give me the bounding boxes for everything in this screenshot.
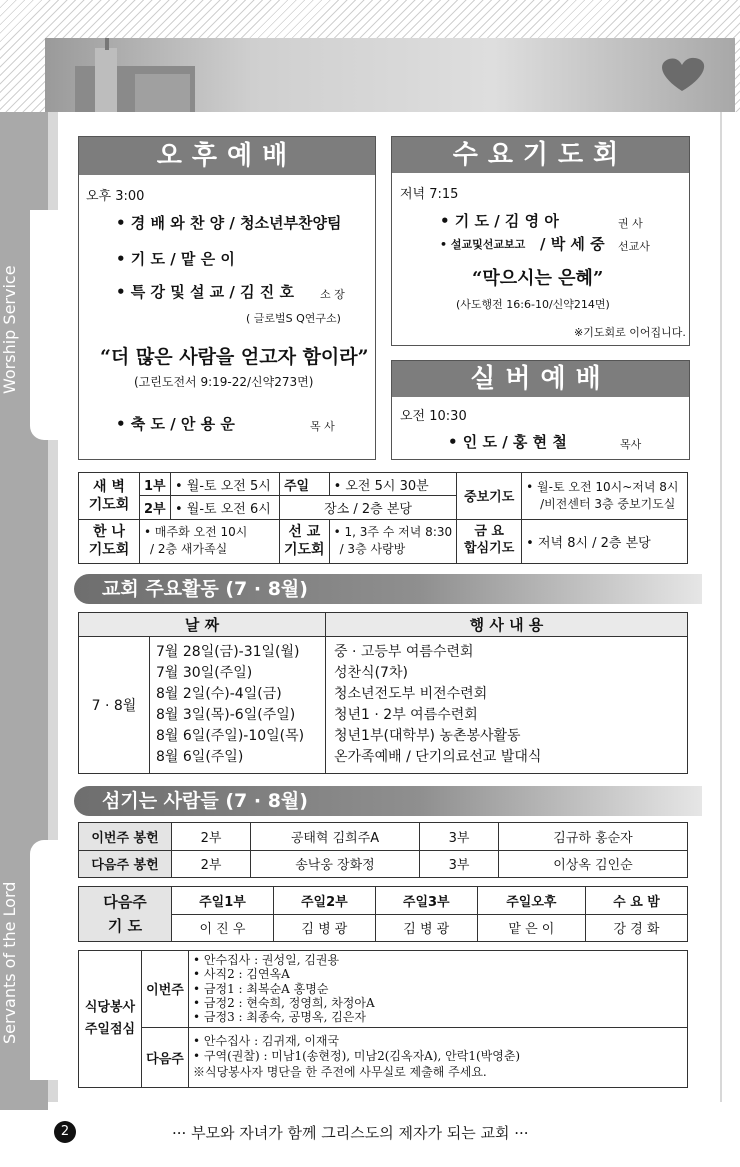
afternoon-service-title: 오후예배 — [79, 137, 375, 175]
afternoon-time: 오후 3:00 — [86, 189, 145, 204]
offering-next-week-group2: 3부 — [420, 850, 499, 878]
activities-events: 중 · 고등부 여름수련회 성찬식(7차) 청소년전도부 비전수련회 청년1 · 2부 여름수련회 청년1부(대학부) 농촌봉사활동 온가족예배 / 단기의료선교 발대식 — [326, 637, 688, 774]
building-icon — [45, 38, 195, 112]
meal-this-week-label: 이번주 — [142, 951, 189, 1028]
silver-time: 오전 10:30 — [400, 409, 467, 424]
silver-leader-title: 목사 — [620, 438, 642, 451]
afternoon-item-praise: • 경 배 와 찬 양 / 청소년부찬양팀 — [116, 214, 342, 232]
afternoon-item-sermon: • 특 강 및 설 교 / 김 진 호 — [116, 283, 294, 301]
mission-prayer-label: 선 교 기도회 — [280, 519, 330, 564]
page-number: 2 — [54, 1121, 76, 1143]
wednesday-prayer-title: 수요기도회 — [392, 137, 689, 173]
sidebar-label-servants: Servants of the Lord — [0, 881, 19, 1044]
prayer-head-3: 주일3부 — [375, 887, 477, 915]
wednesday-sermon-label: • 설교및선교보고 — [440, 238, 526, 251]
wednesday-time: 저녁 7:15 — [400, 187, 459, 202]
offering-next-week-label: 다음주 봉헌 — [79, 850, 172, 878]
prayer-head-4: 주일오후 — [477, 887, 585, 915]
sidebar-label-worship: Worship Service — [0, 265, 19, 395]
friday-prayer-label: 금 요 합심기도 — [457, 519, 522, 564]
prayer-head-1: 주일1부 — [172, 887, 274, 915]
dawn-1-time: • 월-토 오전 5시 — [171, 473, 280, 496]
meal-service-label: 식당봉사 주일점심 — [79, 951, 142, 1088]
heart-cloud-icon — [655, 55, 710, 93]
silver-leader: • 인 도 / 홍 현 철 — [448, 433, 567, 451]
header-banner-image — [45, 38, 735, 112]
speaker-org: ( 글로벌S Q연구소) — [246, 312, 341, 325]
afternoon-verse-ref: (고린도전서 9:19-22/신약273면) — [134, 375, 314, 389]
activities-section-title: 교회 주요활동 (7 · 8월) — [74, 574, 702, 604]
wednesday-preacher: / 박 세 중 — [540, 235, 605, 253]
activities-date-header: 날 짜 — [79, 613, 326, 637]
activities-table — [78, 612, 688, 774]
prayer-roster-label: 다음주 기 도 — [79, 887, 172, 942]
dawn-2-time: • 월-토 오전 6시 — [171, 496, 280, 519]
hannah-prayer-label: 한 나 기도회 — [79, 519, 140, 564]
silver-service-title: 실버예배 — [392, 361, 689, 397]
offering-this-week-group2: 3부 — [420, 823, 499, 851]
sunday-prayer-place: 장소 / 2층 본당 — [280, 496, 457, 519]
sunday-prayer-time: • 오전 5시 30분 — [329, 473, 457, 496]
offering-this-week-group1: 2부 — [172, 823, 251, 851]
offering-this-week-label: 이번주 봉헌 — [79, 823, 172, 851]
afternoon-blessing: • 축 도 / 안 용 운 — [116, 415, 235, 433]
prayer-name-5: 강 경 화 — [586, 914, 688, 942]
meal-service-table — [78, 950, 688, 1088]
activities-event-header: 행 사 내 용 — [326, 613, 688, 637]
prayer-meetings-table — [78, 472, 688, 564]
offering-next-week-names2: 이상옥 김인순 — [499, 850, 688, 878]
speaker-title: 소 장 — [320, 288, 345, 301]
prayer-name-4: 맡 은 이 — [477, 914, 585, 942]
activities-month: 7 · 8월 — [79, 637, 150, 774]
footer-motto: ··· 부모와 자녀가 함께 그리스도의 제자가 되는 교회 ··· — [172, 1124, 529, 1142]
blessing-title: 목 사 — [310, 420, 335, 433]
intercession-text: • 월-토 오전 10시~저녁 8시 /비전센터 3층 중보기도실 — [522, 473, 688, 520]
dawn-1-label: 1부 — [140, 473, 171, 496]
meal-this-week-list: • 안수집사 : 권성일, 김권용 • 사직2 : 김연옥A • 금정1 : 최복순A 홍명순 • 금정2 : 현숙희, 정영희, 차정아A • 금정3 : 최종숙, 공명옥, 김은자 — [189, 951, 688, 1028]
dawn-prayer-label: 새 벽 기도회 — [79, 473, 140, 520]
offering-next-week-group1: 2부 — [172, 850, 251, 878]
meal-next-week-label: 다음주 — [142, 1027, 189, 1087]
dawn-2-label: 2부 — [140, 496, 171, 519]
mission-prayer-text: • 1, 3주 수 저녁 8:30 / 3층 사랑방 — [329, 519, 457, 564]
offering-this-week-names1: 공태혁 김희주A — [251, 823, 420, 851]
wednesday-note: ※기도회로 이어집니다. — [574, 326, 686, 339]
wednesday-verse-ref: (사도행전 16:6-10/신약214면) — [456, 298, 610, 311]
prayer-name-2: 김 병 광 — [273, 914, 375, 942]
wednesday-prayer-leader: • 기 도 / 김 영 아 — [440, 212, 559, 230]
wednesday-verse-title: “막으시는 은혜” — [472, 268, 604, 289]
prayer-head-2: 주일2부 — [273, 887, 375, 915]
offering-table — [78, 822, 688, 878]
intercession-label: 중보기도 — [457, 473, 522, 520]
prayer-name-3: 김 병 광 — [375, 914, 477, 942]
offering-next-week-names1: 송낙웅 장화정 — [251, 850, 420, 878]
activities-dates: 7월 28일(금)-31일(월) 7월 30일(주일) 8월 2일(수)-4일(금) 8월 3일(목)-6일(주일) 8월 6일(주일)-10일(목) 8월 6일(주일) — [150, 637, 326, 774]
hannah-prayer-text: • 매주화 오전 10시 / 2층 새가족실 — [140, 519, 280, 564]
prayer-head-5: 수 요 밤 — [586, 887, 688, 915]
afternoon-item-prayer: • 기 도 / 맡 은 이 — [116, 250, 235, 268]
leader-title: 권 사 — [618, 217, 643, 230]
prayer-name-1: 이 진 우 — [172, 914, 274, 942]
preacher-title: 선교사 — [618, 240, 650, 253]
prayer-roster-table — [78, 886, 688, 942]
friday-prayer-text: • 저녁 8시 / 2층 본당 — [522, 519, 688, 564]
offering-this-week-names2: 김규하 홍순자 — [499, 823, 688, 851]
meal-next-week-list: • 안수집사 : 김귀재, 이재국 • 구역(권찰) : 미남1(송현정), 미남2(김옥자A), 안락1(박영춘) ※식당봉사자 명단을 한 주전에 사무실로 제출해 주세요. — [189, 1027, 688, 1087]
servants-section-title: 섬기는 사람들 (7 · 8월) — [74, 786, 702, 816]
afternoon-verse-title: “더 많은 사람을 얻고자 함이라” — [100, 346, 369, 368]
sunday-prayer-label: 주일 — [280, 473, 330, 496]
